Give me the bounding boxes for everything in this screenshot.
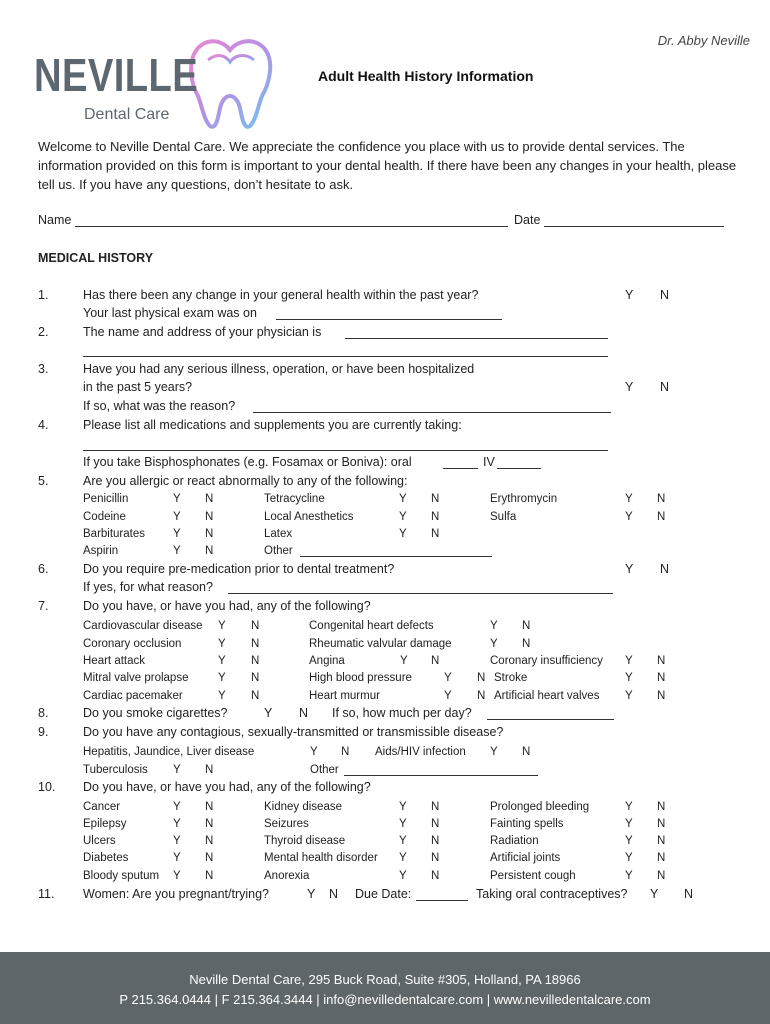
q9-other-label: Other bbox=[310, 764, 339, 776]
yes-option[interactable]: Y bbox=[173, 528, 181, 540]
footer-address: Neville Dental Care, 295 Buck Road, Suite #305, Holland, PA 18966 bbox=[189, 972, 581, 987]
q8-text: Do you smoke cigarettes? bbox=[83, 706, 228, 720]
allergy-other-line[interactable] bbox=[300, 556, 492, 557]
q3-text-b: in the past 5 years? bbox=[83, 380, 193, 394]
q3-reason-label: If so, what was the reason? bbox=[83, 399, 236, 413]
condition-item: Ulcers bbox=[83, 835, 116, 847]
no-option[interactable]: N bbox=[205, 801, 214, 813]
yes-option[interactable]: Y bbox=[625, 870, 633, 882]
yes-option[interactable]: Y bbox=[173, 818, 181, 830]
condition-item: Cancer bbox=[83, 801, 121, 813]
no-option[interactable]: N bbox=[205, 852, 214, 864]
yes-option[interactable]: Y bbox=[444, 690, 452, 702]
q4-oral-line[interactable] bbox=[443, 468, 478, 469]
footer bbox=[0, 952, 770, 1024]
condition-item: Coronary insufficiency bbox=[490, 655, 603, 667]
condition-item: Aids/HIV infection bbox=[375, 746, 466, 758]
q1-exam-line[interactable] bbox=[276, 319, 502, 320]
name-label: Name bbox=[38, 213, 72, 227]
no-option[interactable]: N bbox=[657, 672, 666, 684]
yes-option[interactable]: Y bbox=[218, 655, 226, 667]
date-input-line[interactable] bbox=[544, 226, 724, 227]
q3-number: 3. bbox=[38, 362, 49, 376]
yes-option[interactable]: Y bbox=[173, 493, 181, 505]
no-option[interactable]: N bbox=[205, 511, 214, 523]
condition-item: Heart murmur bbox=[309, 690, 380, 702]
no-option[interactable]: N bbox=[431, 655, 440, 667]
logo-subtitle: Dental Care bbox=[84, 106, 170, 123]
q3-yes[interactable]: Y bbox=[625, 380, 634, 394]
yes-option[interactable]: Y bbox=[218, 690, 226, 702]
condition-item: Rheumatic valvular damage bbox=[309, 638, 452, 650]
q6-reason-line[interactable] bbox=[228, 593, 613, 594]
no-option[interactable]: N bbox=[251, 638, 260, 650]
condition-item: Hepatitis, Jaundice, Liver disease bbox=[83, 746, 255, 758]
yes-option[interactable]: Y bbox=[218, 672, 226, 684]
q9-other-line[interactable] bbox=[344, 775, 538, 776]
allergy-item: Tetracycline bbox=[264, 493, 325, 505]
yes-option[interactable]: Y bbox=[173, 511, 181, 523]
q5-number: 5. bbox=[38, 474, 49, 488]
yes-option[interactable]: Y bbox=[625, 672, 633, 684]
q6-no[interactable]: N bbox=[660, 562, 670, 576]
condition-item: Angina bbox=[309, 655, 345, 667]
q4-text: Please list all medications and supplements you are currently taking: bbox=[83, 418, 462, 432]
yes-option[interactable]: Y bbox=[399, 493, 407, 505]
no-option[interactable]: N bbox=[205, 545, 214, 557]
q6-yes[interactable]: Y bbox=[625, 562, 634, 576]
condition-item: Anorexia bbox=[264, 870, 310, 882]
yes-option[interactable]: Y bbox=[625, 852, 633, 864]
q5-text: Are you allergic or react abnormally to any of the following: bbox=[83, 474, 408, 488]
condition-item: Cardiac pacemaker bbox=[83, 690, 183, 702]
no-option[interactable]: N bbox=[205, 493, 214, 505]
condition-item: Diabetes bbox=[83, 852, 129, 864]
yes-option[interactable]: Y bbox=[173, 764, 181, 776]
no-option[interactable]: N bbox=[205, 528, 214, 540]
condition-item: Heart attack bbox=[83, 655, 145, 667]
condition-item: Kidney disease bbox=[264, 801, 342, 813]
no-option[interactable]: N bbox=[522, 638, 531, 650]
no-option[interactable]: N bbox=[251, 620, 260, 632]
yes-option[interactable]: Y bbox=[399, 835, 407, 847]
no-option[interactable]: N bbox=[431, 870, 440, 882]
q10-number: 10. bbox=[38, 780, 56, 794]
q11-text: Women: Are you pregnant/trying? bbox=[83, 887, 269, 901]
no-option[interactable]: N bbox=[431, 493, 440, 505]
yes-option[interactable]: Y bbox=[399, 870, 407, 882]
q8-no[interactable]: N bbox=[299, 706, 309, 720]
q8-number: 8. bbox=[38, 706, 49, 720]
no-option[interactable]: N bbox=[657, 852, 666, 864]
no-option[interactable]: N bbox=[431, 835, 440, 847]
q11-no[interactable]: N bbox=[329, 887, 339, 901]
q11-due-label: Due Date: bbox=[355, 887, 412, 901]
condition-item: Persistent cough bbox=[490, 870, 576, 882]
allergy-item: Barbiturates bbox=[83, 528, 146, 540]
q1-yes[interactable]: Y bbox=[625, 288, 634, 302]
q8-amount-line[interactable] bbox=[487, 719, 614, 720]
doctor-name: Dr. Abby Neville bbox=[657, 33, 750, 48]
yes-option[interactable]: Y bbox=[625, 690, 633, 702]
yes-option[interactable]: Y bbox=[310, 746, 318, 758]
yes-option[interactable]: Y bbox=[173, 870, 181, 882]
no-option[interactable]: N bbox=[205, 818, 214, 830]
q8-yes[interactable]: Y bbox=[264, 706, 273, 720]
allergy-item: Penicillin bbox=[83, 493, 129, 505]
no-option[interactable]: N bbox=[522, 746, 531, 758]
condition-item: Cardiovascular disease bbox=[83, 620, 203, 632]
q2-line-2[interactable] bbox=[83, 356, 608, 357]
q2-text: The name and address of your physician is bbox=[83, 325, 322, 339]
q4-number: 4. bbox=[38, 418, 49, 432]
no-option[interactable]: N bbox=[205, 764, 214, 776]
allergy-item: Sulfa bbox=[490, 511, 517, 523]
yes-option[interactable]: Y bbox=[625, 511, 633, 523]
q4-iv-label: IV bbox=[483, 455, 495, 469]
condition-item: Epilepsy bbox=[83, 818, 127, 830]
name-input-line[interactable] bbox=[75, 226, 508, 227]
footer-contact: P 215.364.0444 | F 215.364.3444 | info@nevilledentalcare.com | www.nevilledentalcare.com bbox=[119, 992, 651, 1007]
logo-wordmark: NEVILLE bbox=[34, 49, 199, 101]
allergy-item: Erythromycin bbox=[490, 493, 558, 505]
q4-bisphos-label: If you take Bisphosphonates (e.g. Fosamax or Boniva): oral bbox=[83, 455, 412, 469]
q11-due-line[interactable] bbox=[416, 900, 468, 901]
yes-option[interactable]: Y bbox=[625, 818, 633, 830]
condition-item: Bloody sputum bbox=[83, 870, 160, 882]
no-option[interactable]: N bbox=[477, 672, 486, 684]
q6-reason-label: If yes, for what reason? bbox=[83, 580, 213, 594]
no-option[interactable]: N bbox=[431, 852, 440, 864]
allergy-other-label: Other bbox=[264, 545, 293, 557]
condition-item: Radiation bbox=[490, 835, 539, 847]
condition-item: Artificial heart valves bbox=[494, 690, 600, 702]
condition-item: High blood pressure bbox=[309, 672, 412, 684]
no-option[interactable]: N bbox=[657, 818, 666, 830]
q3-no[interactable]: N bbox=[660, 380, 670, 394]
allergy-item: Codeine bbox=[83, 511, 126, 523]
yes-option[interactable]: Y bbox=[400, 655, 408, 667]
no-option[interactable]: N bbox=[205, 835, 214, 847]
no-option[interactable]: N bbox=[251, 672, 260, 684]
intro-paragraph: Welcome to Neville Dental Care. We appreciate the confidence you place with us to provide dental services. The information provided on this form is important to your dental health. If there have been any changes in your health, please tell us. If you have any questions, don’t hesitate to ask. bbox=[38, 139, 737, 192]
yes-option[interactable]: Y bbox=[625, 493, 633, 505]
q4-iv-line[interactable] bbox=[497, 468, 541, 469]
yes-option[interactable]: Y bbox=[399, 511, 407, 523]
condition-item: Seizures bbox=[264, 818, 309, 830]
no-option[interactable]: N bbox=[657, 511, 666, 523]
q11-contraceptive-label: Taking oral contraceptives? bbox=[476, 887, 628, 901]
yes-option[interactable]: Y bbox=[399, 818, 407, 830]
q6-text: Do you require pre-medication prior to dental treatment? bbox=[83, 562, 395, 576]
q9-number: 9. bbox=[38, 725, 49, 739]
date-label: Date bbox=[514, 213, 541, 227]
yes-option[interactable]: Y bbox=[218, 638, 226, 650]
q10-text: Do you have, or have you had, any of the following? bbox=[83, 780, 371, 794]
no-option[interactable]: N bbox=[657, 655, 666, 667]
q11-contraceptive-yes[interactable]: Y bbox=[650, 887, 659, 901]
yes-option[interactable]: Y bbox=[490, 746, 498, 758]
q11-yes[interactable]: Y bbox=[307, 887, 316, 901]
condition-item: Mitral valve prolapse bbox=[83, 672, 189, 684]
condition-item: Congenital heart defects bbox=[309, 620, 434, 632]
page-title: Adult Health History Information bbox=[318, 68, 534, 84]
yes-option[interactable]: Y bbox=[399, 801, 407, 813]
q9-text: Do you have any contagious, sexually-transmitted or transmissible disease? bbox=[83, 725, 504, 739]
q4-line[interactable] bbox=[83, 450, 608, 451]
yes-option[interactable]: Y bbox=[173, 801, 181, 813]
no-option[interactable]: N bbox=[341, 746, 350, 758]
no-option[interactable]: N bbox=[657, 835, 666, 847]
q8-amount-label: If so, how much per day? bbox=[332, 706, 472, 720]
q11-number: 11. bbox=[38, 887, 55, 901]
no-option[interactable]: N bbox=[657, 870, 666, 882]
no-option[interactable]: N bbox=[477, 690, 486, 702]
no-option[interactable]: N bbox=[657, 690, 666, 702]
no-option[interactable]: N bbox=[205, 870, 214, 882]
q7-text: Do you have, or have you had, any of the following? bbox=[83, 599, 371, 613]
condition-item: Artificial joints bbox=[490, 852, 561, 864]
yes-option[interactable]: Y bbox=[490, 620, 498, 632]
condition-item: Prolonged bleeding bbox=[490, 801, 590, 813]
condition-item: Thyroid disease bbox=[264, 835, 346, 847]
no-option[interactable]: N bbox=[431, 818, 440, 830]
condition-item: Fainting spells bbox=[490, 818, 564, 830]
q1-no[interactable]: N bbox=[660, 288, 670, 302]
condition-item: Coronary occlusion bbox=[83, 638, 182, 650]
condition-item: Tuberculosis bbox=[83, 764, 148, 776]
no-option[interactable]: N bbox=[251, 690, 260, 702]
no-option[interactable]: N bbox=[251, 655, 260, 667]
q11-contraceptive-no[interactable]: N bbox=[684, 887, 694, 901]
q6-number: 6. bbox=[38, 562, 49, 576]
yes-option[interactable]: Y bbox=[625, 655, 633, 667]
q1-text: Has there been any change in your general health within the past year? bbox=[83, 288, 479, 302]
yes-option[interactable]: Y bbox=[218, 620, 226, 632]
section-title: MEDICAL HISTORY bbox=[38, 251, 154, 265]
condition-item: Mental health disorder bbox=[264, 852, 378, 864]
q3-reason-line[interactable] bbox=[253, 412, 611, 413]
allergy-item: Local Anesthetics bbox=[264, 511, 354, 523]
yes-option[interactable]: Y bbox=[625, 801, 633, 813]
q3-text-a: Have you had any serious illness, operation, or have been hospitalized bbox=[83, 362, 475, 376]
q7-number: 7. bbox=[38, 599, 49, 613]
no-option[interactable]: N bbox=[431, 801, 440, 813]
q2-number: 2. bbox=[38, 325, 49, 339]
yes-option[interactable]: Y bbox=[399, 528, 407, 540]
yes-option[interactable]: Y bbox=[173, 852, 181, 864]
yes-option[interactable]: Y bbox=[173, 835, 181, 847]
q1-exam-label: Your last physical exam was on bbox=[83, 306, 257, 320]
yes-option[interactable]: Y bbox=[490, 638, 498, 650]
no-option[interactable]: N bbox=[657, 493, 666, 505]
allergy-item: Latex bbox=[264, 528, 293, 540]
yes-option[interactable]: Y bbox=[625, 835, 633, 847]
yes-option[interactable]: Y bbox=[173, 545, 181, 557]
no-option[interactable]: N bbox=[657, 801, 666, 813]
q2-line-1[interactable] bbox=[345, 338, 608, 339]
no-option[interactable]: N bbox=[431, 528, 440, 540]
no-option[interactable]: N bbox=[522, 620, 531, 632]
q1-number: 1. bbox=[38, 288, 49, 302]
condition-item: Stroke bbox=[494, 672, 528, 684]
yes-option[interactable]: Y bbox=[444, 672, 452, 684]
no-option[interactable]: N bbox=[431, 511, 440, 523]
yes-option[interactable]: Y bbox=[399, 852, 407, 864]
allergy-item: Aspirin bbox=[83, 545, 119, 557]
